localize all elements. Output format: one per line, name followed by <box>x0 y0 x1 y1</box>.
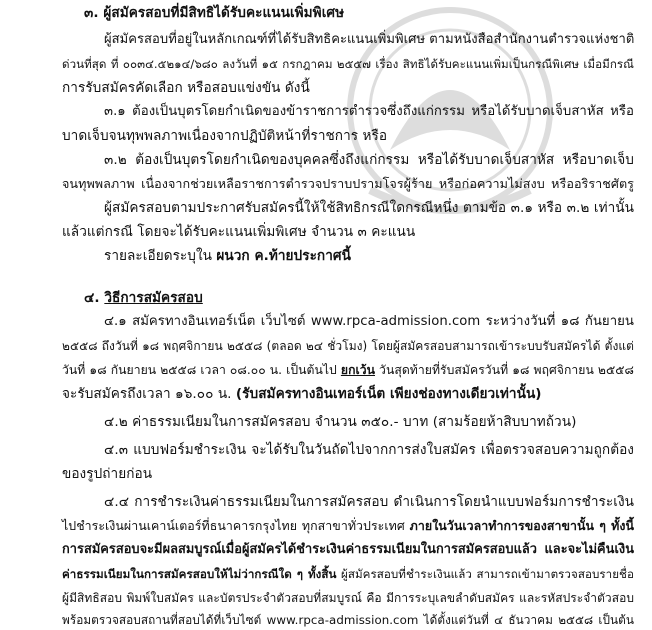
item-4-1-line-1: ๔.๑ สมัครทางอินเทอร์เน็ต เว็บไซต์ www.rpca-admission.com ระหว่างวันที่ ๑๘ กันยายน <box>104 314 634 329</box>
item-3-2-line-2: จนทุพพลภาพ เนื่องจากช่วยเหลือราชการตำรวจปราบปรามโจรผู้ร้าย หรือก่อความไม่สงบ หรืออริราชศัตรู <box>62 176 634 191</box>
item-4-1-line-2: ๒๕๕๘ ถึงวันที่ ๑๘ พฤศจิกายน ๒๕๕๘ (ตลอด ๒๔ ชั่วโมง) โดยผู้สมัครสอบสามารถเข้าระบบรับสมัครได้ ตั้งแต่ <box>62 339 634 353</box>
condition-line-2: แล้วแต่กรณี โดยจะได้รับคะแนนเพิ่มพิเศษ จำนวน ๓ คะแนน <box>62 224 416 240</box>
exception-label: ยกเว้น <box>340 363 376 377</box>
item-3-1-line-2: บาดเจ็บจนทุพพลภาพเนื่องจากปฏิบัติหน้าที่ราชการ หรือ <box>62 128 388 144</box>
payment-method: ไปชำระเงินผ่านเคาน์เตอร์ที่ธนาคารกรุงไทย ทุกสาขาทั่วประเทศ <box>62 518 410 533</box>
closing-time: จะรับสมัครถึงเวลา ๑๖.๐๐ น. <box>62 386 236 402</box>
condition-line-1: ผู้สมัครสอบตามประกาศรับสมัครนี้ให้ใช้สิทธิกรณีใดกรณีหนึ่ง ตามข้อ ๓.๑ หรือ ๓.๒ เท่านั้น <box>104 200 634 216</box>
check-candidates-note: ผู้สมัครสอบที่ชำระเงินแล้ว สามารถเข้ามาตรวจสอบรายชื่อ <box>336 567 634 581</box>
section-4-title: วิธีการสมัครสอบ <box>104 290 203 306</box>
section-3-heading: ๓. ผู้สมัครสอบที่มีสิทธิได้รับคะแนนเพิ่มพิเศษ <box>84 5 345 21</box>
internet-only-note: (รับสมัครทางอินเทอร์เน็ต เพียงช่องทางเดียวเท่านั้น) <box>235 386 542 402</box>
section-3-intro-line-3: การรับสมัครคัดเลือก หรือสอบแข่งขัน ดังนี้ <box>62 80 310 96</box>
section-3-intro-line-1: ผู้สมัครสอบที่อยู่ในหลักเกณฑ์ที่ได้รับสิทธิคะแนนเพิ่มพิเศษ ตามหนังสือสำนักงานตำรวจแห่งชาติ <box>104 32 635 47</box>
section-4-number: ๔. <box>84 290 105 306</box>
item-4-4-line-4 <box>62 565 634 583</box>
item-4-4-line-6: พร้อมตรวจสอบสถานที่สอบได้ที่เว็บไซต์ www.rpca-admission.com ได้ตั้งแต่วันที่ ๔ ธันวาคม ๒๕๕๘ เป็นต้น <box>62 613 634 627</box>
item-4-4-line-5: ผู้มีสิทธิสอบ พิมพ์ใบสมัคร และบัตรประจำตัวสอบที่สมบูรณ์ คือ มีการระบุเลขลำดับสมัคร และรหัสประจำตัวสอบ <box>62 591 634 605</box>
item-4-1-line-3 <box>62 361 634 379</box>
item-4-4-line-1: ๔.๔ การชำระเงินค่าธรรมเนียมในการสมัครสอบ ดำเนินการโดยนำแบบฟอร์มการชำระเงิน <box>104 494 634 510</box>
item-4-3-line-1: ๔.๓ แบบฟอร์มชำระเงิน จะได้รับในวันถัดไปจากการส่งใบสมัคร เพื่อตรวจสอบความถูกต้อง <box>104 442 634 458</box>
item-4-1-line-4 <box>62 385 542 403</box>
section-3-intro-line-2: ด่วนที่สุด ที่ ๐๐๓๔.๕๒๑๔/๖๘๐ ลงวันที่ ๑๕ กรกฎาคม ๒๕๕๗ เรื่อง สิทธิได้รับคะแนนเพิ่มเป็นกรณีพิเศษ เมื่อมีกรณี <box>62 57 634 71</box>
annex-reference: ผนวก ค.ท้ายประกาศนี้ <box>216 248 351 264</box>
detail-prefix: รายละเอียดระบุใน <box>104 248 217 264</box>
item-4-4-line-3: การสมัครสอบจะมีผลสมบูรณ์เมื่อผู้สมัครได้ชำระเงินค่าธรรมเนียมในการสมัครสอบแล้ว และจะไม่คืนเงิน <box>62 542 634 557</box>
payment-deadline: ภายในวันเวลาทำการของสาขานั้น ๆ ทั้งนี้ <box>409 518 635 533</box>
item-3-2-line-1: ๓.๒ ต้องเป็นบุตรโดยกำเนิดของบุคคลซึ่งถึงแก่กรรม หรือได้รับบาดเจ็บสาหัส หรือบาดเจ็บ <box>104 152 634 168</box>
detail-reference <box>104 247 351 265</box>
item-4-1-line-3-start: วันที่ ๑๘ กันยายน ๒๕๕๘ เวลา ๐๘.๐๐ น. เป็นต้นไป <box>62 363 341 377</box>
item-4-4-line-2 <box>62 517 634 535</box>
item-4-1-line-3-end: วันสุดท้ายที่รับสมัครวันที่ ๑๘ พฤศจิกายน ๒๕๕๘ <box>375 363 635 377</box>
item-4-2: ๔.๒ ค่าธรรมเนียมในการสมัครสอบ จำนวน ๓๕๐.- บาท (สามร้อยห้าสิบบาทถ้วน) <box>104 414 577 430</box>
no-refund-note: ค่าธรรมเนียมในการสมัครสอบให้ไม่ว่ากรณีใด ๆ ทั้งสิ้น <box>62 567 337 581</box>
item-3-1-line-1: ๓.๑ ต้องเป็นบุตรโดยกำเนิดของข้าราชการตำรวจซึ่งถึงแก่กรรม หรือได้รับบาดเจ็บสาหัส หรือ <box>104 104 634 119</box>
section-4-heading <box>84 289 203 307</box>
item-4-3-line-2: ของรูปถ่ายก่อน <box>62 466 153 482</box>
